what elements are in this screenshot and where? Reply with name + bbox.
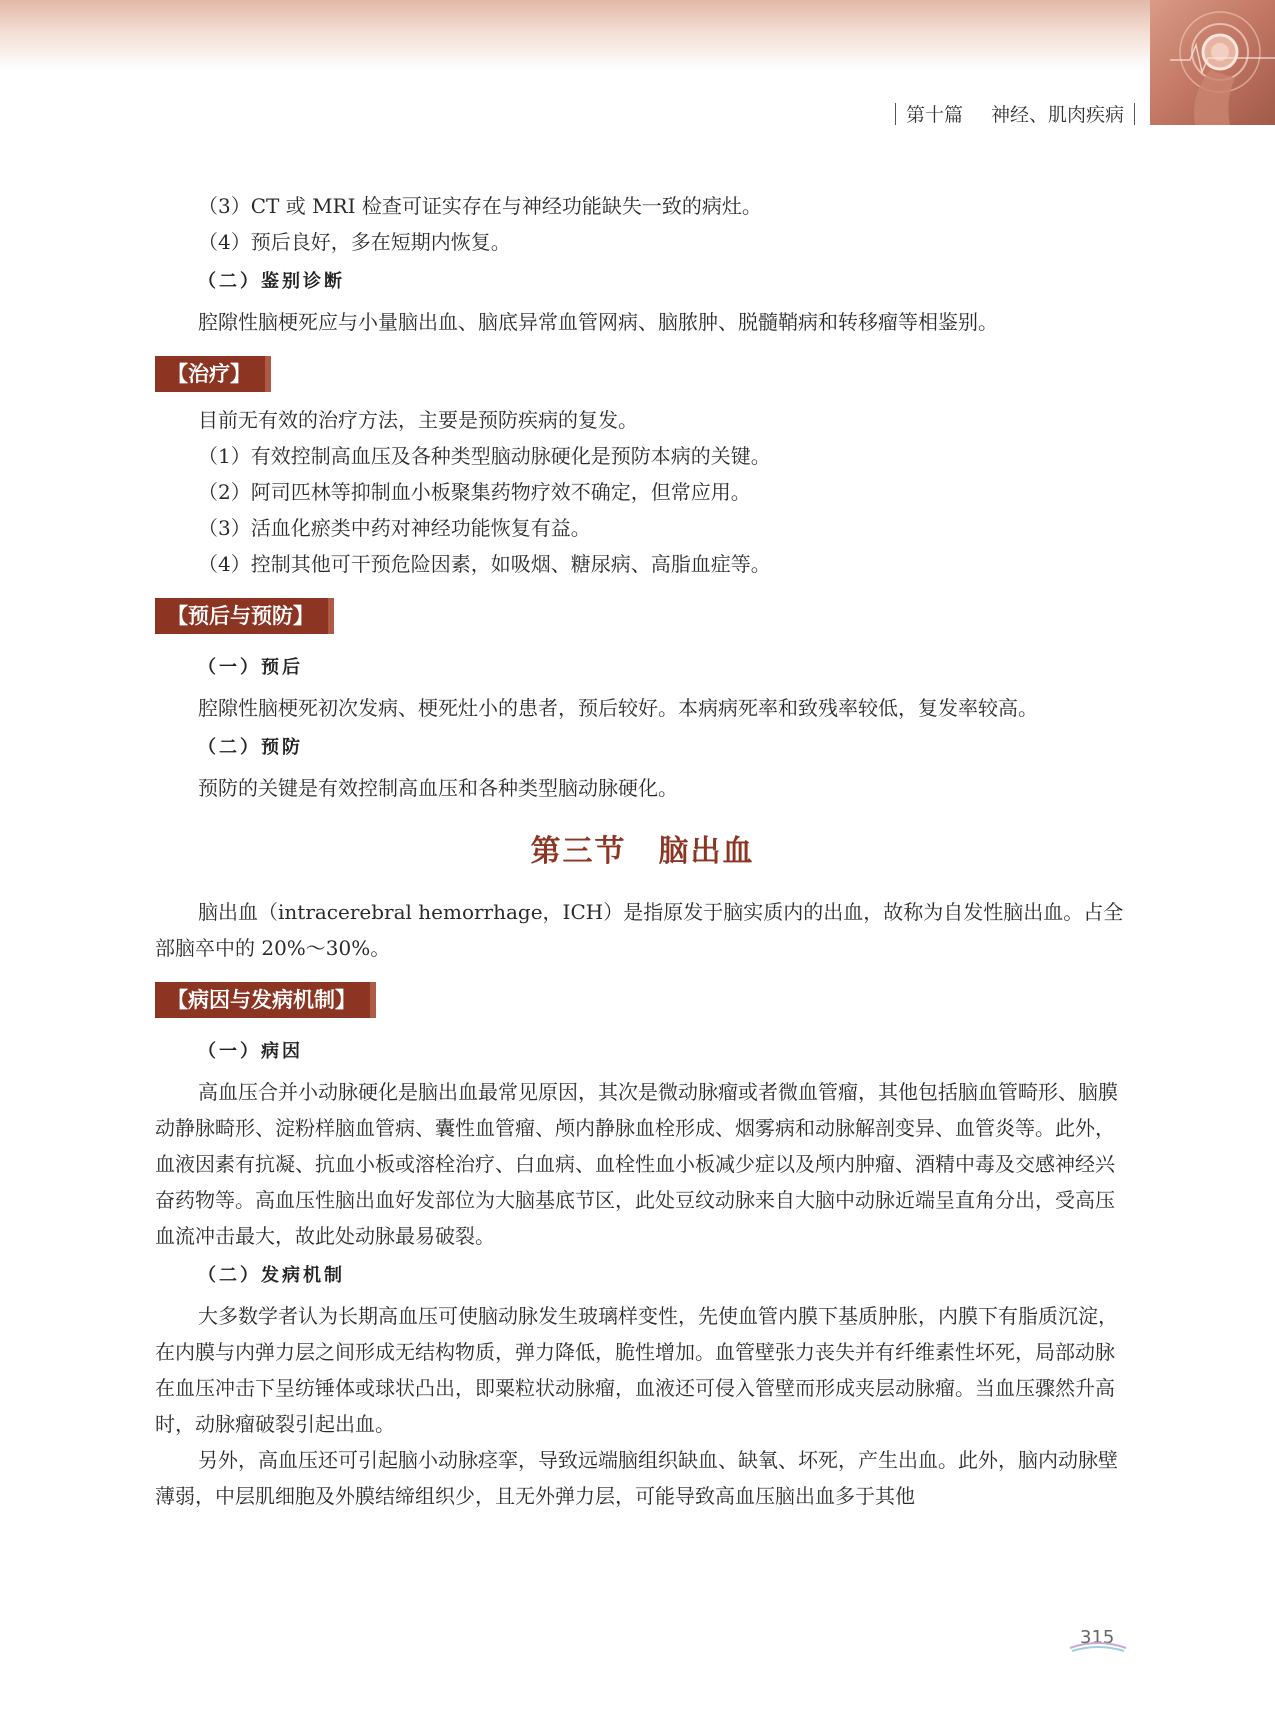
treatment-item-4: （4）控制其他可干预危险因素，如吸烟、糖尿病、高脂血症等。 xyxy=(198,552,771,576)
prognosis-text: 腔隙性脑梗死初次发病、梗死灶小的患者，预后较好。本病病死率和致残率较低，复发率较高。 xyxy=(198,696,1038,720)
header-part: 第十篇 xyxy=(905,104,963,126)
section-banner-treatment: 【治疗】 xyxy=(155,356,265,392)
header-divider xyxy=(895,103,896,125)
etiology-text: 高血压合并小动脉硬化是脑出血最常见原因，其次是微动脉瘤或者微血管瘤，其他包括脑血管畸形、脑膜动静脉畸形、淀粉样脑血管病、囊性血管瘤、颅内静脉血栓形成、烟雾病和动脉解剖变异、血管炎等。此外，血液因素有抗凝、抗血小板或溶栓治疗、白血病、血栓性血小板减少症以及颅内肿瘤、酒精中毒及交感神经兴奋药物等。高血压性脑出血好发部位为大脑基底节区，此处豆纹动脉来自大脑中动脉近端呈直角分出，受高压血流冲击最大，故此处动脉最易破裂。 xyxy=(155,1080,1118,1248)
treatment-item-2: （2）阿司匹林等抑制血小板聚集药物疗效不确定，但常应用。 xyxy=(198,480,751,504)
diagnosis-item-3: （3）CT 或 MRI 检查可证实存在与神经功能缺失一致的病灶。 xyxy=(198,194,762,218)
section-banner-etiology: 【病因与发病机制】 xyxy=(155,982,370,1018)
diagnosis-item-4: （4）预后良好，多在短期内恢复。 xyxy=(198,230,511,254)
page-body xyxy=(155,188,1130,1514)
treatment-intro: 目前无有效的治疗方法，主要是预防疾病的复发。 xyxy=(198,408,638,432)
subheading-pathogenesis: （二）发病机制 xyxy=(198,1265,345,1286)
page-number: 315 xyxy=(1080,1627,1115,1648)
stethoscope-icon xyxy=(1150,0,1275,125)
pathogenesis-text: 大多数学者认为长期高血压可使脑动脉发生玻璃样变性，先使血管内膜下基质肿胀，内膜下有脂质沉淀，在内膜与内弹力层之间形成无结构物质，弹力降低，脆性增加。血管壁张力丧失并有纤维素性坏死，局部动脉在血压冲击下呈纺锤体或球状凸出，即粟粒状动脉瘤，血液还可侵入管壁而形成夹层动脉瘤。当血压骤然升高时，动脉瘤破裂引起出血。 xyxy=(155,1304,1118,1436)
treatment-item-3: （3）活血化瘀类中药对神经功能恢复有益。 xyxy=(198,516,591,540)
stethoscope-image xyxy=(1150,0,1275,125)
page-number-swoosh-icon xyxy=(1068,1640,1128,1654)
differential-diagnosis-text: 腔隙性脑梗死应与小量脑出血、脑底异常血管网病、脑脓肿、脱髓鞘病和转移瘤等相鉴别。 xyxy=(198,310,998,334)
pathogenesis-text-continued: 另外，高血压还可引起脑小动脉痉挛，导致远端脑组织缺血、缺氧、坏死，产生出血。此外，脑内动脉壁薄弱，中层肌细胞及外膜结缔组织少，且无外弹力层，可能导致高血压脑出血多于其他 xyxy=(155,1448,1118,1508)
running-header xyxy=(895,100,1135,127)
prevention-text: 预防的关键是有效控制高血压和各种类型脑动脉硬化。 xyxy=(198,776,678,800)
intracerebral-hemorrhage-definition: 脑出血（intracerebral hemorrhage，ICH）是指原发于脑实质内的出血，故称为自发性脑出血。占全部脑卒中的 20%～30%。 xyxy=(155,900,1124,960)
subheading-prevention: （二）预防 xyxy=(198,737,303,758)
section-banner-prognosis: 【预后与预防】 xyxy=(155,598,328,634)
treatment-item-1: （1）有效控制高血压及各种类型脑动脉硬化是预防本病的关键。 xyxy=(198,444,771,468)
subheading-etiology: （一）病因 xyxy=(198,1041,303,1062)
section-title: 第三节 脑出血 xyxy=(530,834,755,869)
header-gradient-band xyxy=(0,0,1275,70)
subheading-differential-diagnosis: （二）鉴别诊断 xyxy=(198,271,345,292)
subheading-prognosis: （一）预后 xyxy=(198,657,303,678)
header-title: 神经、肌肉疾病 xyxy=(990,104,1124,126)
header-divider xyxy=(1134,103,1135,125)
